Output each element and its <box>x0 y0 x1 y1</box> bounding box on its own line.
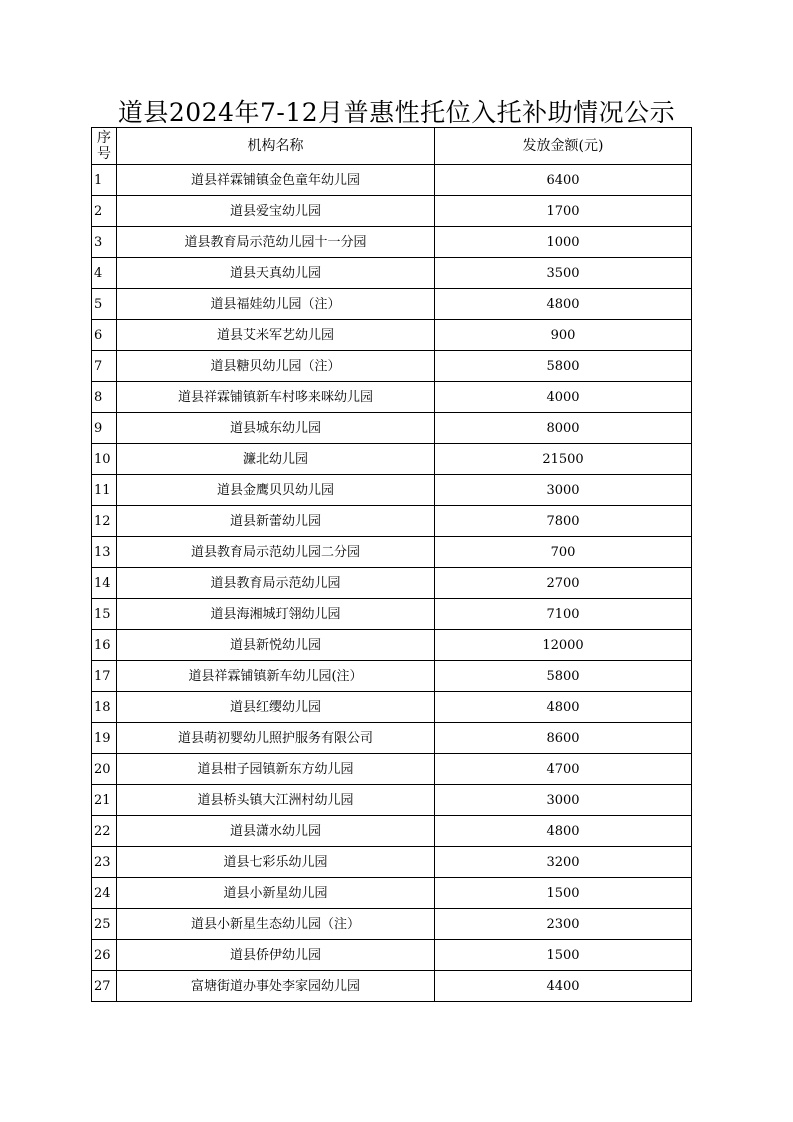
row-serial-number: 7 <box>92 351 117 382</box>
row-serial-number: 4 <box>92 258 117 289</box>
row-amount: 4800 <box>435 816 692 847</box>
row-amount: 5800 <box>435 351 692 382</box>
row-amount: 8000 <box>435 413 692 444</box>
row-institution-name: 道县金鹰贝贝幼儿园 <box>117 475 435 506</box>
row-serial-number: 14 <box>92 568 117 599</box>
table-row <box>92 692 692 723</box>
table-row <box>92 413 692 444</box>
row-serial-number: 16 <box>92 630 117 661</box>
table-row <box>92 909 692 940</box>
table-row <box>92 971 692 1002</box>
row-serial-number: 23 <box>92 847 117 878</box>
row-amount: 3200 <box>435 847 692 878</box>
row-amount: 2700 <box>435 568 692 599</box>
row-institution-name: 道县新蕾幼儿园 <box>117 506 435 537</box>
row-institution-name: 道县爱宝幼儿园 <box>117 196 435 227</box>
subsidy-table <box>91 127 692 1002</box>
row-institution-name: 道县红缨幼儿园 <box>117 692 435 723</box>
row-institution-name: 道县小新星幼儿园 <box>117 878 435 909</box>
table-row <box>92 475 692 506</box>
row-institution-name: 道县糖贝幼儿园（注） <box>117 351 435 382</box>
row-serial-number: 1 <box>92 165 117 196</box>
row-serial-number: 6 <box>92 320 117 351</box>
row-institution-name: 道县潇水幼儿园 <box>117 816 435 847</box>
row-serial-number: 20 <box>92 754 117 785</box>
table-row <box>92 196 692 227</box>
row-amount: 1500 <box>435 878 692 909</box>
table-row <box>92 227 692 258</box>
row-institution-name: 濂北幼儿园 <box>117 444 435 475</box>
row-amount: 3000 <box>435 785 692 816</box>
row-amount: 1700 <box>435 196 692 227</box>
row-serial-number: 11 <box>92 475 117 506</box>
table-row <box>92 723 692 754</box>
row-amount: 7800 <box>435 506 692 537</box>
row-serial-number: 13 <box>92 537 117 568</box>
row-amount: 3500 <box>435 258 692 289</box>
row-institution-name: 道县城东幼儿园 <box>117 413 435 444</box>
table-row <box>92 351 692 382</box>
table-row <box>92 382 692 413</box>
row-serial-number: 19 <box>92 723 117 754</box>
table-row <box>92 444 692 475</box>
row-institution-name: 道县教育局示范幼儿园十一分园 <box>117 227 435 258</box>
row-amount: 8600 <box>435 723 692 754</box>
row-institution-name: 道县教育局示范幼儿园二分园 <box>117 537 435 568</box>
header-amount: 发放金额(元) <box>435 128 692 165</box>
row-institution-name: 道县柑子园镇新东方幼儿园 <box>117 754 435 785</box>
row-institution-name: 道县祥霖铺镇新车村哆来咪幼儿园 <box>117 382 435 413</box>
row-institution-name: 道县七彩乐幼儿园 <box>117 847 435 878</box>
table-row <box>92 661 692 692</box>
row-serial-number: 18 <box>92 692 117 723</box>
row-serial-number: 12 <box>92 506 117 537</box>
row-amount: 5800 <box>435 661 692 692</box>
row-institution-name: 道县萌初婴幼儿照护服务有限公司 <box>117 723 435 754</box>
row-serial-number: 9 <box>92 413 117 444</box>
row-amount: 12000 <box>435 630 692 661</box>
row-serial-number: 21 <box>92 785 117 816</box>
row-institution-name: 道县侨伊幼儿园 <box>117 940 435 971</box>
table-row <box>92 289 692 320</box>
row-serial-number: 5 <box>92 289 117 320</box>
page-title: 道县2024年7-12月普惠性托位入托补助情况公示 <box>117 98 676 127</box>
table-row <box>92 785 692 816</box>
row-amount: 900 <box>435 320 692 351</box>
row-amount: 1000 <box>435 227 692 258</box>
table-row <box>92 940 692 971</box>
row-institution-name: 道县新悦幼儿园 <box>117 630 435 661</box>
row-serial-number: 25 <box>92 909 117 940</box>
row-amount: 3000 <box>435 475 692 506</box>
row-serial-number: 26 <box>92 940 117 971</box>
table-row <box>92 754 692 785</box>
row-institution-name: 道县祥霖铺镇新车幼儿园(注） <box>117 661 435 692</box>
row-institution-name: 道县教育局示范幼儿园 <box>117 568 435 599</box>
row-amount: 4400 <box>435 971 692 1002</box>
row-serial-number: 15 <box>92 599 117 630</box>
header-serial-number: 序号 <box>92 128 117 165</box>
row-amount: 1500 <box>435 940 692 971</box>
row-amount: 4800 <box>435 692 692 723</box>
table-body <box>92 165 692 1002</box>
table-row <box>92 847 692 878</box>
table-row <box>92 816 692 847</box>
row-amount: 21500 <box>435 444 692 475</box>
table-row <box>92 878 692 909</box>
table-row <box>92 320 692 351</box>
row-serial-number: 3 <box>92 227 117 258</box>
header-institution-name: 机构名称 <box>117 128 435 165</box>
row-serial-number: 10 <box>92 444 117 475</box>
table-row <box>92 599 692 630</box>
row-institution-name: 道县小新星生态幼儿园（注） <box>117 909 435 940</box>
row-amount: 700 <box>435 537 692 568</box>
row-institution-name: 道县桥头镇大江洲村幼儿园 <box>117 785 435 816</box>
row-serial-number: 17 <box>92 661 117 692</box>
row-institution-name: 道县祥霖铺镇金色童年幼儿园 <box>117 165 435 196</box>
row-serial-number: 22 <box>92 816 117 847</box>
row-amount: 7100 <box>435 599 692 630</box>
row-serial-number: 8 <box>92 382 117 413</box>
table-header-row <box>92 128 692 165</box>
table-row <box>92 165 692 196</box>
table-row <box>92 258 692 289</box>
table-row <box>92 630 692 661</box>
table-row <box>92 537 692 568</box>
row-serial-number: 27 <box>92 971 117 1002</box>
row-amount: 6400 <box>435 165 692 196</box>
row-institution-name: 道县天真幼儿园 <box>117 258 435 289</box>
row-amount: 4800 <box>435 289 692 320</box>
row-amount: 2300 <box>435 909 692 940</box>
table-row <box>92 568 692 599</box>
row-institution-name: 富塘街道办事处李家园幼儿园 <box>117 971 435 1002</box>
row-institution-name: 道县福娃幼儿园（注） <box>117 289 435 320</box>
row-serial-number: 2 <box>92 196 117 227</box>
row-institution-name: 道县海湘城玎翎幼儿园 <box>117 599 435 630</box>
table-row <box>92 506 692 537</box>
row-amount: 4000 <box>435 382 692 413</box>
row-amount: 4700 <box>435 754 692 785</box>
row-institution-name: 道县艾米军艺幼儿园 <box>117 320 435 351</box>
row-serial-number: 24 <box>92 878 117 909</box>
